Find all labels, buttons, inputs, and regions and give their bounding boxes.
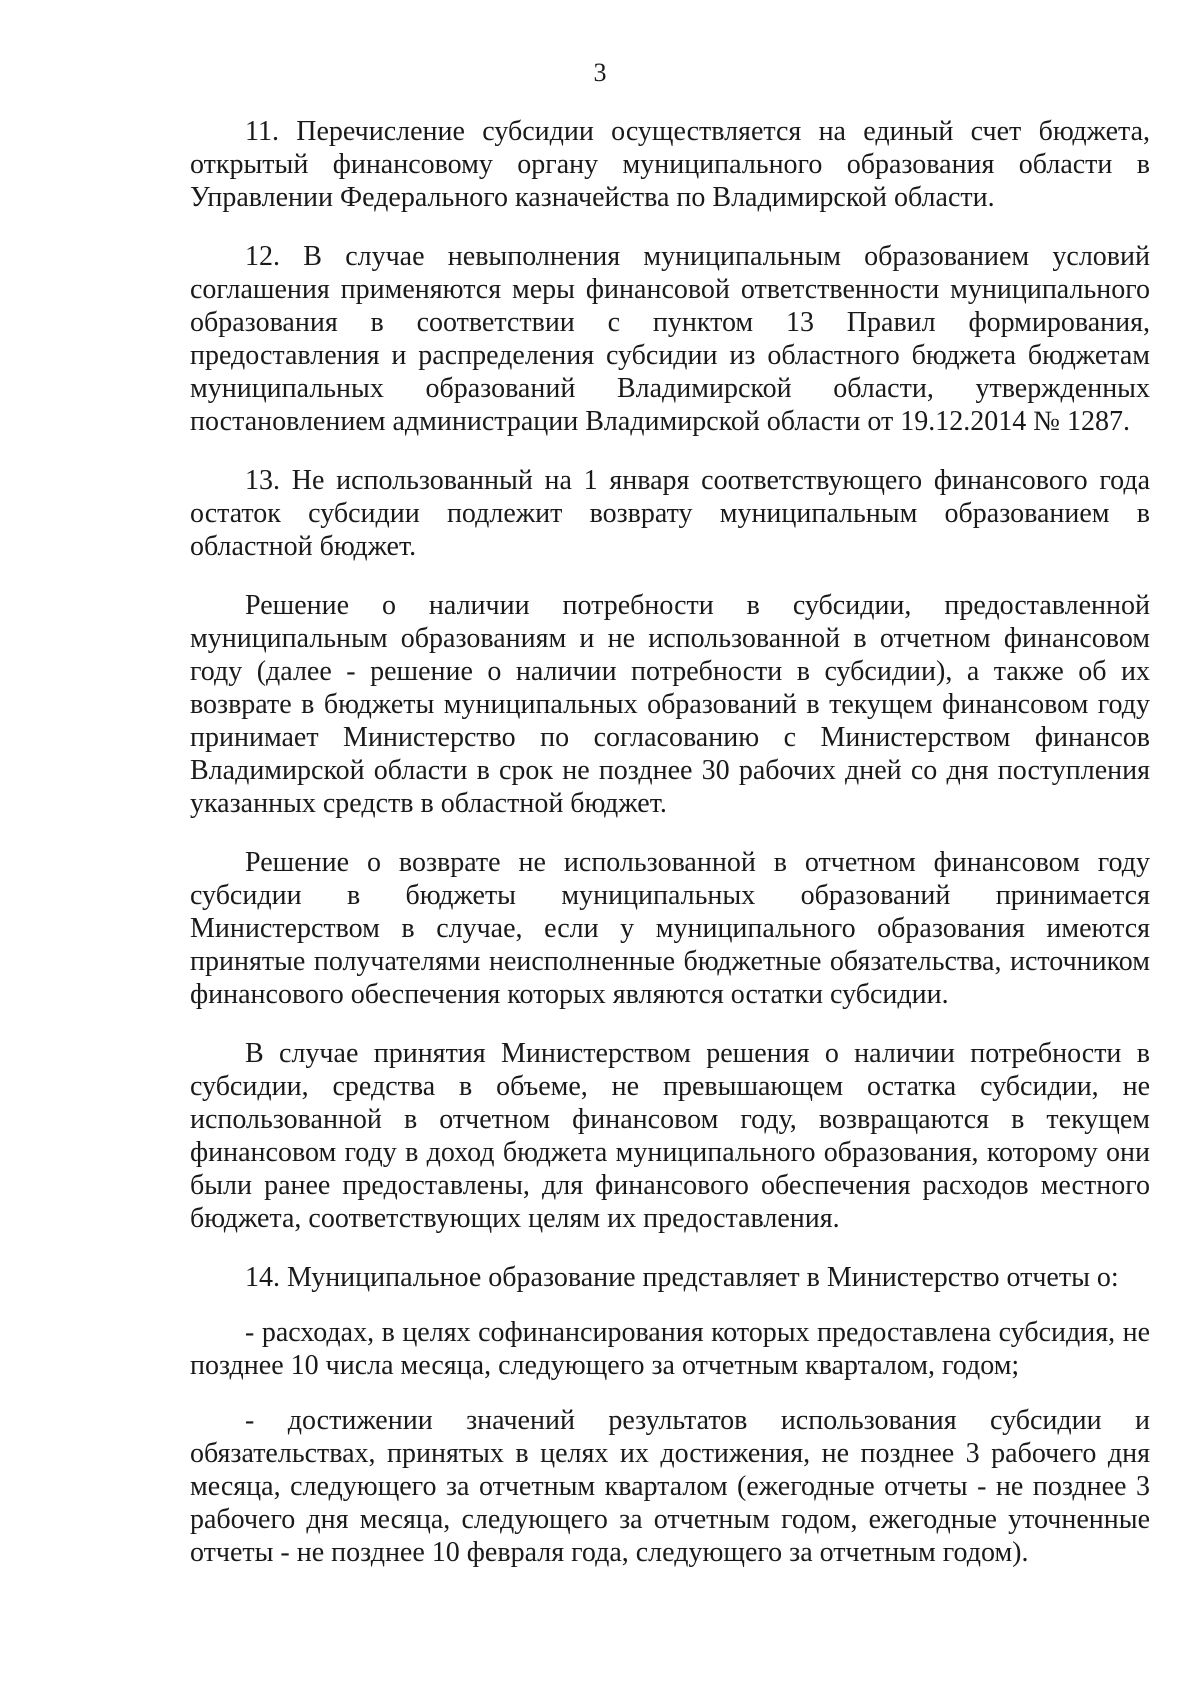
paragraph-12: 12. В случае невыполнения муниципальным образованием условий соглашения применяются меры финансовой ответственности муниципального образования в соответствии с пунктом 13 Правил формирования, предоставления и распределения субсидии из областного бюджета бюджетам муниципальных образований Владимирской области, утвержденных постановлением администрации Владимирской области от 19.12.2014 № 1287. — [190, 241, 1150, 437]
document-body — [190, 115, 1150, 1595]
paragraph-13: 13. Не использованный на 1 января соответствующего финансового года остаток субсидии подлежит возврату муниципальным образованием в областной бюджет. — [190, 465, 1150, 562]
paragraph-14: 14. Муниципальное образование представляет в Министерство отчеты о: — [245, 1262, 1119, 1293]
paragraph-13-decision-return: Решение о возврате не использованной в отчетном финансовом году субсидии в бюджеты муниципальных образований принимается Министерством в случае, если у муниципального образования имеются принятые получателями неисполненные бюджетные обязательства, источником финансового обеспечения которых являются остатки субсидии. — [190, 847, 1150, 1010]
paragraph-11: 11. Перечисление субсидии осуществляется на единый счет бюджета, открытый финансовому органу муниципального образования области в Управлении Федерального казначейства по Владимирской области. — [190, 116, 1150, 213]
paragraph-14-expenses-item: - расходах, в целях софинансирования которых предоставлена субсидия, не позднее 10 числа месяца, следующего за отчетным кварталом, годом; — [190, 1317, 1150, 1381]
paragraph-13-ministry-decision: В случае принятия Министерством решения о наличии потребности в субсидии, средства в объеме, не превышающем остатка субсидии, не использованной в отчетном финансовом году, возвращаются в текущем финансовом году в доход бюджета муниципального образования, которому они были ранее предоставлены, для финансового обеспечения расходов местного бюджета, соответствующих целям их предоставления. — [190, 1038, 1150, 1234]
paragraph-14-results-item: - достижении значений результатов использования субсидии и обязательствах, принятых в целях их достижения, не позднее 3 рабочего дня месяца, следующего за отчетным кварталом (ежегодные отчеты - не позднее 3 рабочего дня месяца, следующего за отчетным годом, ежегодные уточненные отчеты - не позднее 10 февраля года, следующего за отчетным годом). — [190, 1405, 1150, 1568]
paragraph-13-decision-need: Решение о наличии потребности в субсидии, предоставленной муниципальным образованиям и не использованной в отчетном финансовом году (далее - решение о наличии потребности в субсидии), а также об их возврате в бюджеты муниципальных образований в текущем финансовом году принимает Министерство по согласованию с Министерством финансов Владимирской области в срок не позднее 30 рабочих дней со дня поступления указанных средств в областной бюджет. — [190, 590, 1150, 819]
page-number: 3 — [593, 58, 607, 87]
